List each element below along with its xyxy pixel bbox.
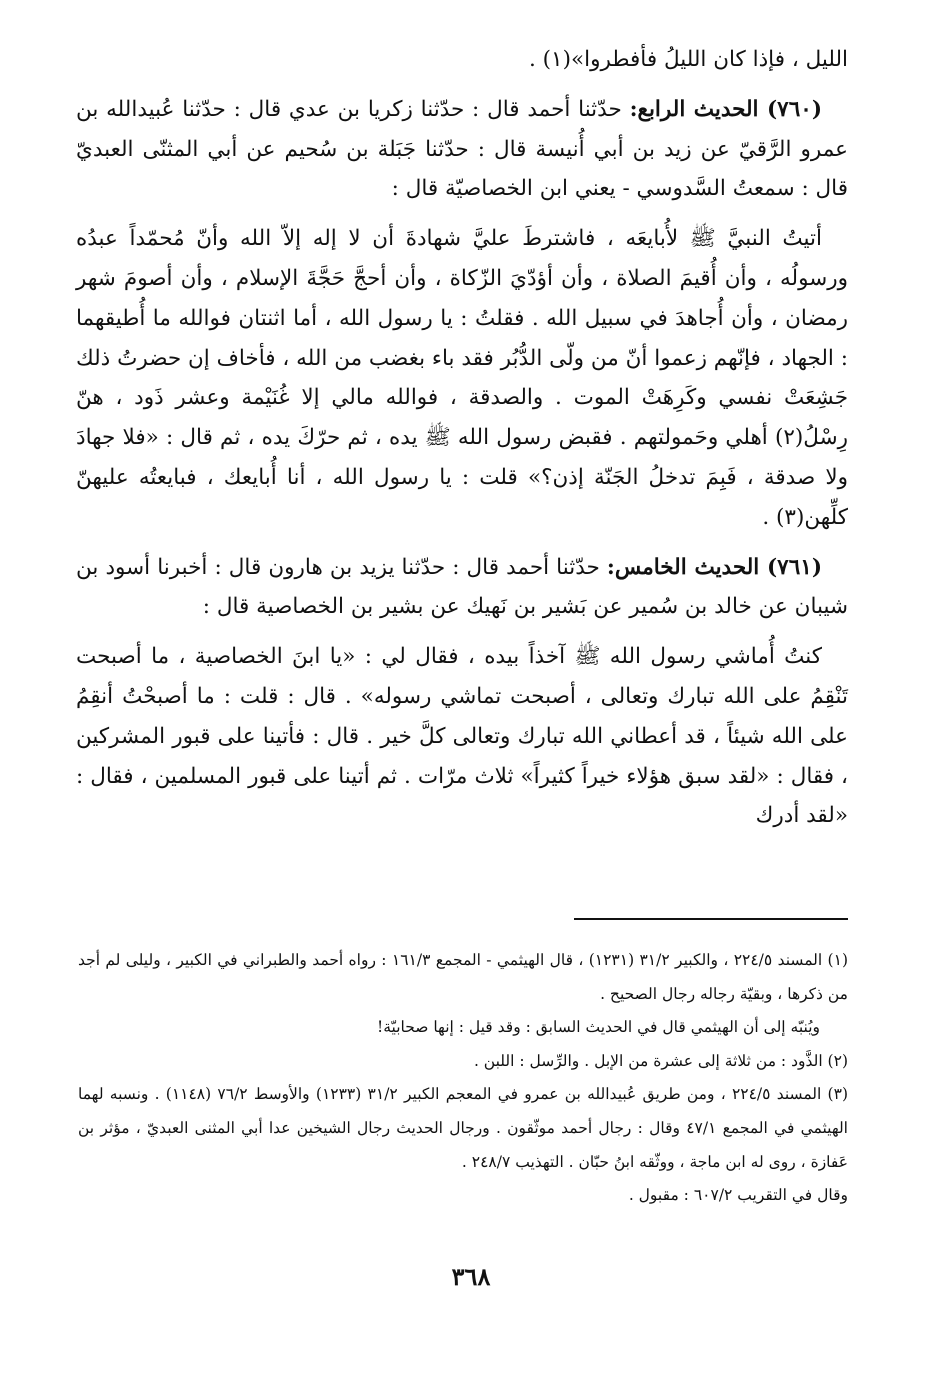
hadith-760-isnad	[76, 90, 848, 209]
hadith-760-heading: (٧٦٠) الحديث الرابع:	[629, 96, 822, 122]
continuation-line: الليل ، فإذا كان الليلُ فأفطروا»(١) .	[528, 47, 848, 72]
footnotes	[78, 944, 848, 1213]
footnote-1: (١) المسند ٢٢٤/٥ ، والكبير ٣١/٢ (١٢٣١) ، قال الهيثمي - المجمع ١٦١/٣ : رواه أحمد والطبراني في الكبير ، وليلى لم أجد من ذكرها ، وبقيّة رجاله رجال الصحيح .	[78, 951, 848, 1003]
hadith-761-isnad	[76, 548, 848, 628]
footnote-3-tail: وقال في التقريب ٦٠٧/٢ : مقبول .	[628, 1186, 848, 1205]
hadith-760-text: أتيتُ النبيَّ ﷺ لأُبايعَه ، فاشترطَ عليَّ شهادةَ أن لا إله إلاّ الله وأنّ مُحمّداً عبدُه ورسولُه ، وأن أُقيمَ الصلاة ، وأن أؤدّيَ الزّكاة ، وأن أحجَّ حَجَّةَ الإسلام ، وأن أصومَ شهر رمضان ، وأن أُجاهدَ في سبيل الله . فقلتُ : يا رسول الله ، أما اثنتان فوالله ما أُطيقهما : الجهاد ، فإنّهم زعموا أنّ من ولّى الدُّبُر فقد باء بغضب من الله ، فأخاف إن حضرتُ ذلك جَشِعَتْ نفسي وكَرِهَتْ الموت . والصدقة ، فوالله مالي إلا غُنَيْمة وعشر ذَود ، هنّ رِسْلُ(٢) أهلي وحَمولتهم . فقبض رسول الله ﷺ يده ، ثم حرّكَ يده ، ثم قال : «فلا جهادَ ولا صدقة ، فَبِمَ تدخلُ الجَنّة إذن؟» قلت : يا رسول الله ، أنا أُبايعك ، فبايعتُه عليهنّ كلِّهن(٣) .	[76, 226, 848, 530]
footnote-1-remark: ويُنبّه إلى أن الهيثمي قال في الحديث السابق : وقد قيل : إنها صحابيّة!	[376, 1018, 820, 1037]
hadith-761-chain: حدّثنا أحمد قال : حدّثنا يزيد بن هارون قال : أخبرنا أسود بن شيبان عن خالد بن سُمير عن بَشير بن نَهيك عن بشير بن الخصاصية قال :	[76, 554, 848, 620]
main-text	[76, 40, 848, 836]
footnote-2: (٢) الذَّود : من ثلاثة إلى عشرة من الإبل . والرِّسل : اللبن .	[473, 1051, 848, 1070]
footnote-divider	[574, 918, 848, 920]
hadith-761-text: كنتُ أُماشي رسول الله ﷺ آخذاً بيده ، فقال لي : «يا ابنَ الخصاصية ، ما أصبحت تَنْقِمُ على الله تبارك وتعالى ، أصبحت تماشي رسوله» . قال : قلت : ما أصبحْتُ أنقِمُ على الله شيئاً ، قد أعطاني الله تبارك وتعالى كلَّ خير . قال : فأتينا على قبور المشركين ، فقال : «لقد سبق هؤلاء خيراً كثيراً» ثلاث مرّات . ثم أتينا على قبور المسلمين ، فقال : «لقد أدرك	[76, 644, 848, 829]
page-number: ٣٦٨	[451, 1262, 491, 1291]
hadith-761-heading: (٧٦١) الحديث الخامس:	[606, 554, 822, 580]
hadith-760-chain: حدّثنا أحمد قال : حدّثنا زكريا بن عدي قال : حدّثنا عُبيدالله بن عمرو الرَّقيّ عن زيد بن أبي أُنيسة قال : حدّثنا جَبَلة بن سُحيم عن أبي المثنّى العبديّ قال : سمعتُ السَّدوسي - يعني ابن الخصاصيّة قال :	[76, 96, 848, 202]
footnote-3: (٣) المسند ٢٢٤/٥ ، ومن طريق عُبيدالله بن عمرو في المعجم الكبير ٣١/٢ (١٢٣٣) والأوسط ٧٦/٢ (١١٤٨) . ونسبه لهما الهيثمي في المجمع ٤٧/١ وقال : رجال أحمد موثّقون . ورجال الحديث رجال الشيخين عدا أبي المثنى العبديّ ، مؤثر بن عَفازة ، روى له ابن ماجة ، ووثّقه ابنُ حبّان . التهذيب ٢٤٨/٧ .	[78, 1085, 848, 1171]
